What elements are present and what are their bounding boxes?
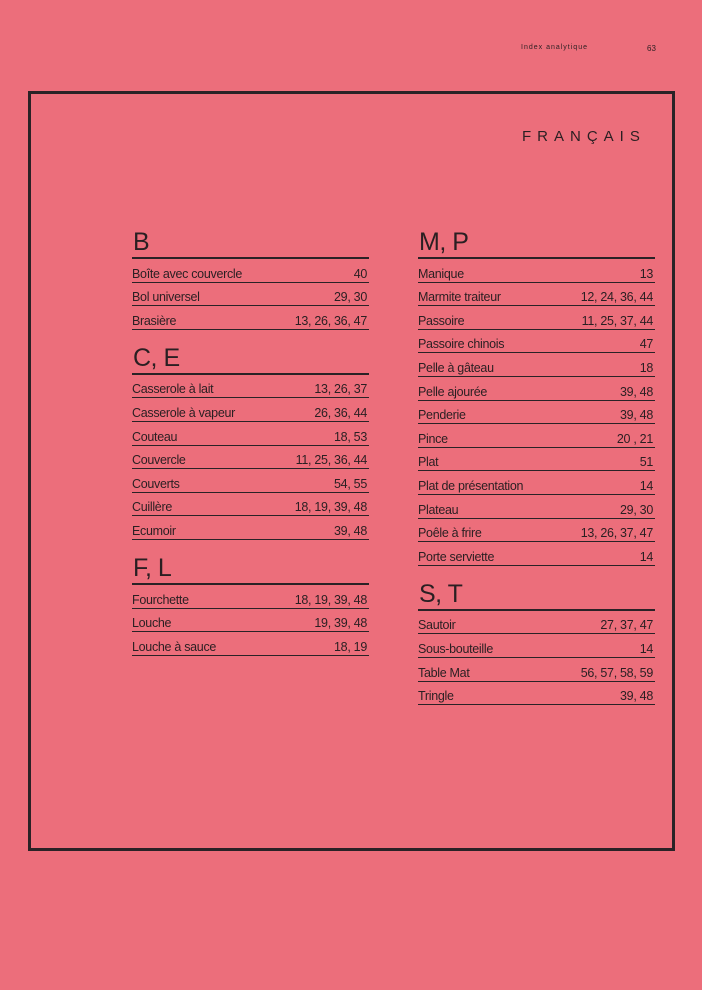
index-entry — [132, 308, 369, 330]
index-entry — [132, 400, 369, 422]
entry-pages: 18, 19, 39, 48 — [294, 592, 367, 607]
entry-term: Plateau — [418, 502, 459, 517]
index-entry — [418, 355, 655, 377]
index-entry — [132, 634, 369, 656]
index-entry — [132, 494, 369, 516]
entry-pages: 39, 48 — [620, 384, 653, 399]
entry-pages: 12, 24, 36, 44 — [580, 290, 653, 305]
entry-pages: 18, 19 — [334, 639, 367, 654]
entry-pages: 20 , 21 — [616, 431, 653, 446]
entry-pages: 54, 55 — [334, 476, 367, 491]
index-entry — [418, 449, 655, 471]
entry-term: Casserole à vapeur — [132, 405, 235, 420]
index-entry — [418, 636, 655, 658]
entry-pages: 39, 48 — [620, 689, 653, 704]
entry-pages: 11, 25, 36, 44 — [295, 453, 367, 468]
entry-term: Marmite traiteur — [418, 290, 501, 305]
index-section — [418, 228, 655, 566]
index-entry — [132, 261, 369, 283]
index-entry — [418, 473, 655, 495]
index-entry — [132, 610, 369, 632]
entry-pages: 29, 30 — [620, 502, 653, 517]
index-entry — [132, 518, 369, 540]
entry-pages: 13 — [639, 266, 653, 281]
index-entry — [418, 331, 655, 353]
index-entry — [418, 308, 655, 330]
entry-pages: 29, 30 — [334, 290, 367, 305]
section-letter: C, E — [132, 344, 369, 375]
entry-pages: 13, 26, 37, 47 — [580, 526, 653, 541]
entry-pages: 51 — [639, 455, 653, 470]
entry-term: Sous-bouteille — [418, 641, 494, 656]
index-entry — [418, 379, 655, 401]
entry-term: Plat — [418, 455, 439, 470]
index-entry — [132, 471, 369, 493]
index-entry — [132, 284, 369, 306]
index-entry — [132, 447, 369, 469]
entry-pages: 18, 19, 39, 48 — [294, 500, 367, 515]
entry-pages: 18, 53 — [334, 429, 367, 444]
index-section — [132, 554, 369, 656]
index-entry — [418, 612, 655, 634]
entry-term: Bol universel — [132, 290, 200, 305]
entry-pages: 19, 39, 48 — [314, 616, 367, 631]
entry-term: Penderie — [418, 408, 466, 423]
index-section — [418, 580, 655, 705]
entry-pages: 47 — [639, 337, 653, 352]
section-letter: B — [132, 228, 369, 259]
index-entry — [418, 402, 655, 424]
entry-term: Porte serviette — [418, 549, 495, 564]
entry-term: Cuillère — [132, 500, 172, 515]
entry-pages: 26, 36, 44 — [314, 405, 367, 420]
index-entry — [418, 683, 655, 705]
entry-term: Couteau — [132, 429, 178, 444]
entry-pages: 13, 26, 36, 47 — [294, 313, 367, 328]
entry-term: Louche — [132, 616, 172, 631]
index-entry — [132, 587, 369, 609]
entry-pages: 14 — [639, 478, 653, 493]
index-entry — [418, 426, 655, 448]
entry-term: Passoire chinois — [418, 337, 505, 352]
entry-term: Passoire — [418, 313, 465, 328]
entry-pages: 14 — [639, 549, 653, 564]
index-entry — [418, 284, 655, 306]
entry-term: Brasière — [132, 313, 177, 328]
entry-term: Fourchette — [132, 592, 189, 607]
entry-pages: 27, 37, 47 — [600, 618, 653, 633]
entry-term: Couvercle — [132, 453, 186, 468]
entry-term: Boîte avec couvercle — [132, 266, 243, 281]
entry-term: Manique — [418, 266, 464, 281]
index-entry — [132, 424, 369, 446]
section-letter: F, L — [132, 554, 369, 585]
page-number: 63 — [647, 44, 656, 53]
index-entry — [418, 544, 655, 566]
section-letter: M, P — [418, 228, 655, 259]
entry-pages: 56, 57, 58, 59 — [580, 665, 653, 680]
entry-pages: 13, 26, 37 — [314, 382, 367, 397]
index-entry — [418, 261, 655, 283]
index-entry — [418, 520, 655, 542]
index-section — [132, 228, 369, 330]
entry-pages: 18 — [639, 360, 653, 375]
entry-pages: 40 — [353, 266, 367, 281]
entry-term: Louche à sauce — [132, 639, 217, 654]
entry-pages: 39, 48 — [334, 523, 367, 538]
index-entry — [418, 660, 655, 682]
entry-term: Poêle à frire — [418, 526, 482, 541]
entry-term: Sautoir — [418, 618, 456, 633]
entry-term: Couverts — [132, 476, 180, 491]
entry-term: Plat de présentation — [418, 478, 524, 493]
entry-term: Tringle — [418, 689, 454, 704]
entry-term: Ecumoir — [132, 523, 176, 538]
entry-term: Pelle à gâteau — [418, 360, 494, 375]
language-title: FRANÇAIS — [522, 128, 646, 145]
index-entry — [132, 376, 369, 398]
entry-term: Pince — [418, 431, 448, 446]
entry-pages: 39, 48 — [620, 408, 653, 423]
index-column-right — [418, 228, 655, 719]
running-head: Index analytique — [521, 44, 588, 51]
entry-term: Casserole à lait — [132, 382, 214, 397]
index-entry — [418, 497, 655, 519]
index-column-left — [132, 228, 369, 670]
section-letter: S, T — [418, 580, 655, 611]
entry-term: Pelle ajourée — [418, 384, 488, 399]
entry-pages: 11, 25, 37, 44 — [581, 313, 653, 328]
index-section — [132, 344, 369, 540]
entry-term: Table Mat — [418, 665, 470, 680]
entry-pages: 14 — [639, 641, 653, 656]
